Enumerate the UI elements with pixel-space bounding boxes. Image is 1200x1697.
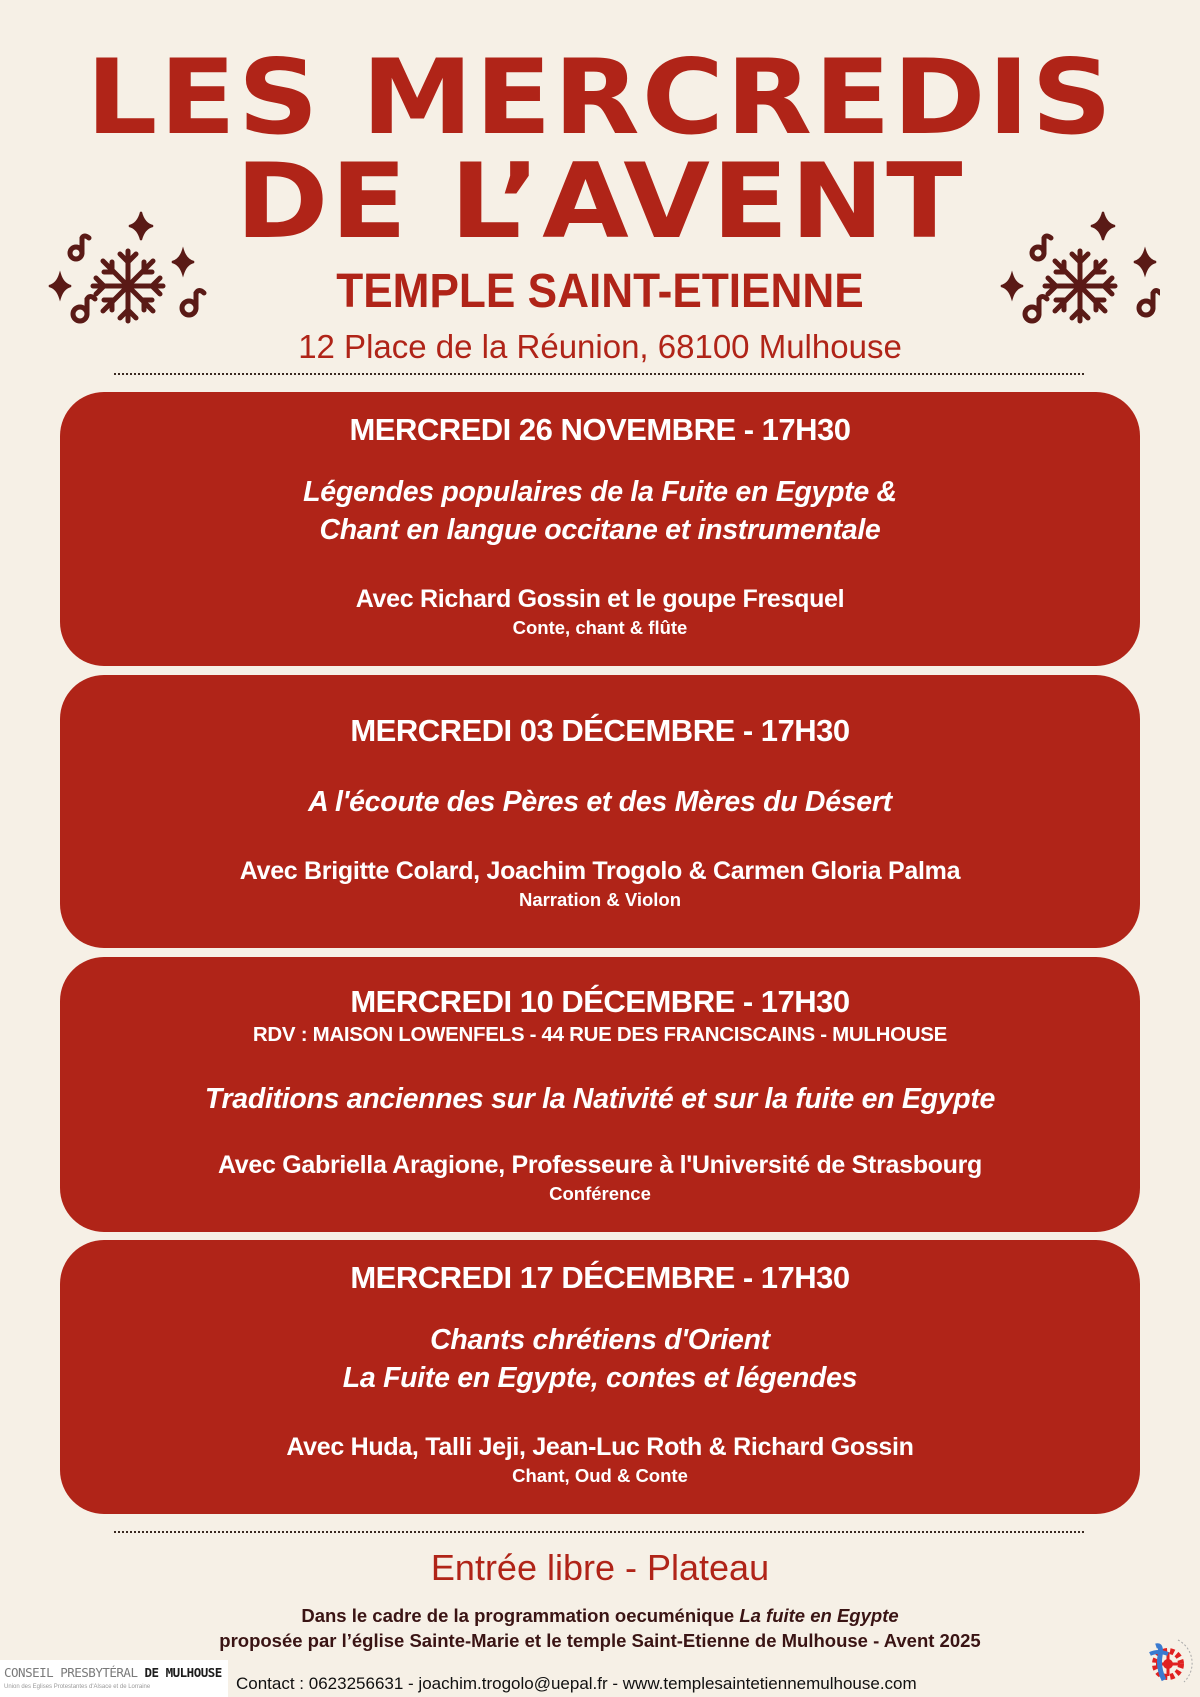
event-title-line: La Fuite en Egypte, contes et légendes [342,1362,858,1394]
event-title-line: Chant en langue occitane et instrumentale [319,514,881,546]
logo-subtitle: Union des Eglises Protestantes d'Alsace et de Lorraine [4,1684,151,1690]
event-title-line: Légendes populaires de la Fuite en Egypte & [303,476,897,508]
event-card-1 [60,392,1140,666]
event-title-line: Chants chrétiens d'Orient [430,1324,770,1356]
contact-line: Contact : 0623256631 - joachim.trogolo@uepal.fr - www.templesaintetiennemulhouse.com [236,1674,917,1693]
event-card-3 [60,957,1140,1232]
event-role: Chant, Oud & Conte [512,1465,688,1486]
contact-label: Contact : [236,1674,309,1693]
event-date: MERCREDI 03 DÉCEMBRE - 17H30 [350,713,850,748]
event-role: Narration & Violon [518,889,682,910]
contact-email[interactable]: joachim.trogolo@uepal.fr [418,1674,608,1693]
event-title-line: A l'écoute des Pères et des Mères du Désert [308,786,892,818]
event-card-4 [60,1240,1140,1514]
poster-title-line2: DE L’AVENT [235,142,965,262]
uepal-logo-icon [1138,1632,1194,1688]
conseil-presbyteral-logo [0,1660,228,1697]
event-performers: Avec Huda, Talli Jeji, Jean-Luc Roth & Richard Gossin [286,1433,914,1461]
logo-text: CONSEIL PRESBYTÉRAL DE MULHOUSE [4,1665,222,1680]
contact-phone[interactable]: 0623256631 [308,1674,404,1693]
event-role: Conte, chant & flûte [512,617,688,638]
event-performers: Avec Richard Gossin et le goupe Fresquel [355,585,845,613]
poster-title-line1: LES MERCREDIS [86,38,1114,158]
programme-context-line1 [0,1607,1200,1626]
event-title-line: Traditions anciennes sur la Nativité et sur la fuite en Egypte [204,1082,996,1115]
event-card-2 [60,675,1140,948]
venue-name: TEMPLE SAINT-ETIENNE [336,265,864,318]
event-role: Conférence [549,1182,651,1204]
divider-top [114,373,1084,375]
event-date: MERCREDI 17 DÉCEMBRE - 17H30 [350,1260,850,1295]
programme-context-text: Dans le cadre de la programmation oecuménique [301,1605,740,1626]
venue-address: 12 Place de la Réunion, 68100 Mulhouse [298,328,902,365]
programme-name: La fuite en Egypte [739,1605,899,1626]
programme-context-line2: proposée par l’église Sainte-Marie et le temple Saint-Etienne de Mulhouse - Avent 2025 [219,1630,981,1651]
event-performers: Avec Brigitte Colard, Joachim Trogolo & Carmen Gloria Palma [239,857,961,885]
event-meeting-place: RDV : MAISON LOWENFELS - 44 RUE DES FRANCISCAINS - MULHOUSE [252,1023,948,1046]
event-date: MERCREDI 10 DÉCEMBRE - 17H30 [350,984,850,1019]
divider-bottom [114,1531,1084,1533]
contact-website[interactable]: www.templesaintetiennemulhouse.com [622,1674,917,1693]
event-date: MERCREDI 26 NOVEMBRE - 17H30 [349,412,851,447]
event-performers: Avec Gabriella Aragione, Professeure à l'Université de Strasbourg [217,1150,983,1179]
entry-info: Entrée libre - Plateau [430,1547,770,1588]
